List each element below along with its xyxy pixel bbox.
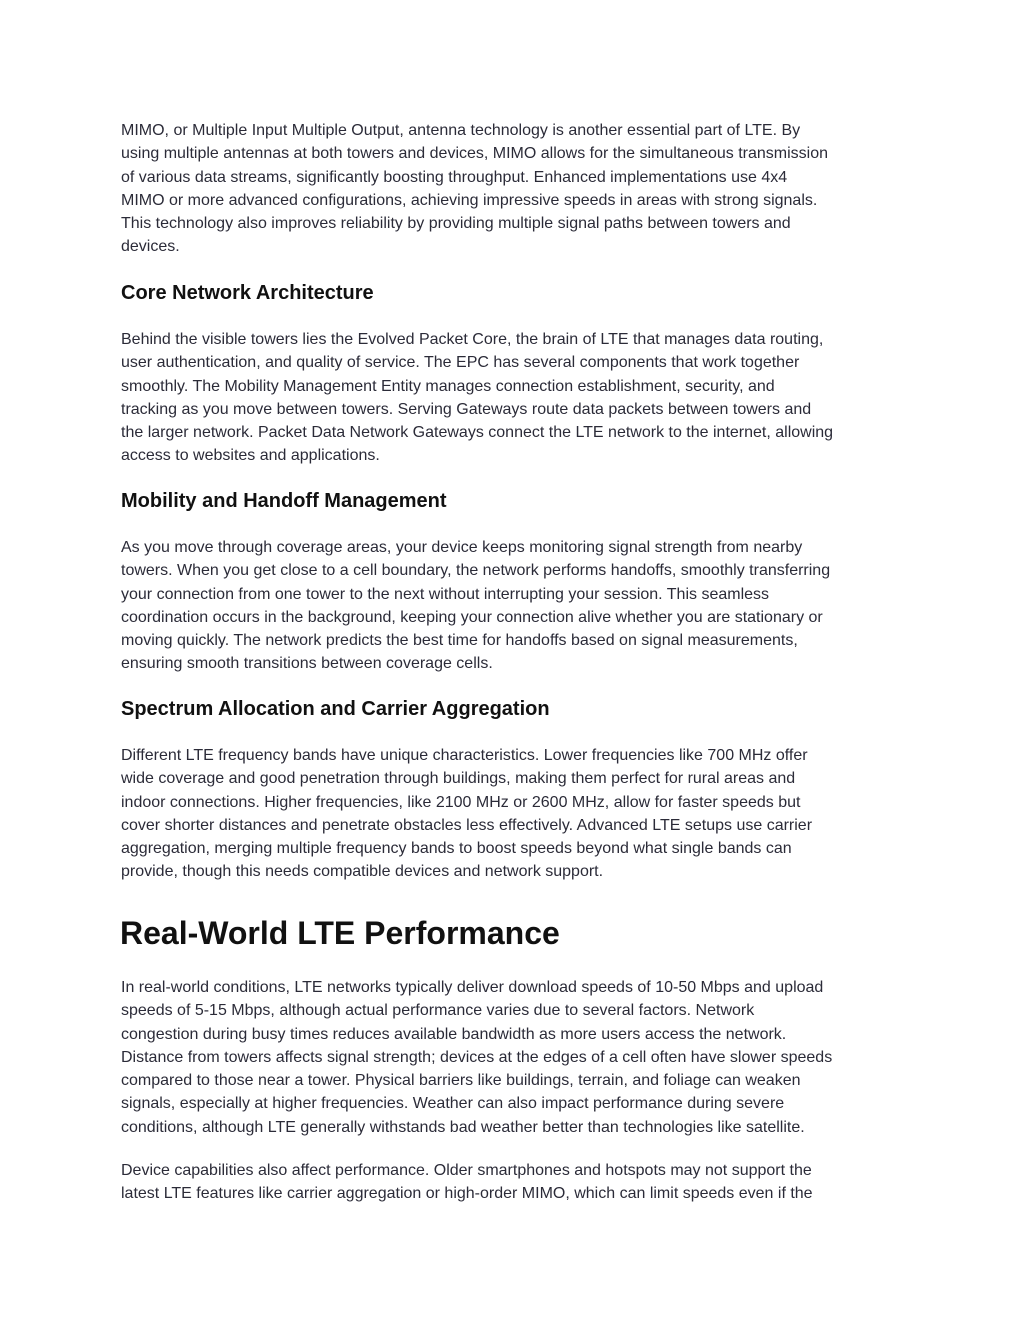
paragraph-spectrum: Different LTE frequency bands have unique characteristics. Lower frequencies like 700 MHz offer wide coverage and good penetration through buildings, making them perfect for rural areas and indoor connections. Higher frequencies, like 2100 MHz or 2600 MHz, allow for faster speeds but cover shorter distances and penetrate obstacles less effectively. Advanced LTE setups use carrier aggregation, merging multiple frequency bands to boost speeds beyond what single bands can provide, though this needs compatible devices and network support. xyxy=(121,747,813,881)
heading-real-world-performance: Real-World LTE Performance xyxy=(120,915,560,951)
paragraph-mimo: MIMO, or Multiple Input Multiple Output, antenna technology is another essential part of LTE. By using multiple antennas at both towers and devices, MIMO allows for the simultaneous transmission of various data streams, significantly boosting throughput. Enhanced implementations use 4x4 MIMO or more advanced configurations, achieving impressive speeds in areas with strong signals. This technology also improves reliability by providing multiple signal paths between towers and devices. xyxy=(121,122,829,256)
paragraph-real-world: In real-world conditions, LTE networks typically deliver download speeds of 10-50 Mbps and upload speeds of 5-15 Mbps, although actual performance varies due to several factors. Network congestion during busy times reduces available bandwidth as more users access the network. Distance from towers affects signal strength; devices at the edges of a cell often have slower speeds compared to those near a tower. Physical barriers like buildings, terrain, and foliage can weaken signals, especially at higher frequencies. Weather can also impact performance during severe conditions, although LTE generally withstands bad weather better than technologies like satellite. xyxy=(121,979,833,1136)
paragraph-core-network: Behind the visible towers lies the Evolved Packet Core, the brain of LTE that manages data routing, user authentication, and quality of service. The EPC has several components that work together smoothly. The Mobility Management Entity manages connection establishment, security, and tracking as you move between towers. Serving Gateways route data packets between towers and the larger network. Packet Data Network Gateways connect the LTE network to the internet, allowing access to websites and applications. xyxy=(121,331,834,465)
paragraph-device-capabilities: Device capabilities also affect performance. Older smartphones and hotspots may not support the latest LTE features like carrier aggregation or high-order MIMO, which can limit speeds even if the xyxy=(121,1162,813,1203)
heading-mobility-handoff: Mobility and Handoff Management xyxy=(121,490,447,512)
heading-core-network-architecture: Core Network Architecture xyxy=(121,282,374,304)
paragraph-mobility: As you move through coverage areas, your device keeps monitoring signal strength from nearby towers. When you get close to a cell boundary, the network performs handoffs, smoothly transferring your connection from one tower to the next without interrupting your session. This seamless coordination occurs in the background, keeping your connection alive whether you are stationary or moving quickly. The network predicts the best time for handoffs based on signal measurements, ensuring smooth transitions between coverage cells. xyxy=(121,539,831,673)
heading-spectrum-allocation: Spectrum Allocation and Carrier Aggregation xyxy=(121,698,550,720)
